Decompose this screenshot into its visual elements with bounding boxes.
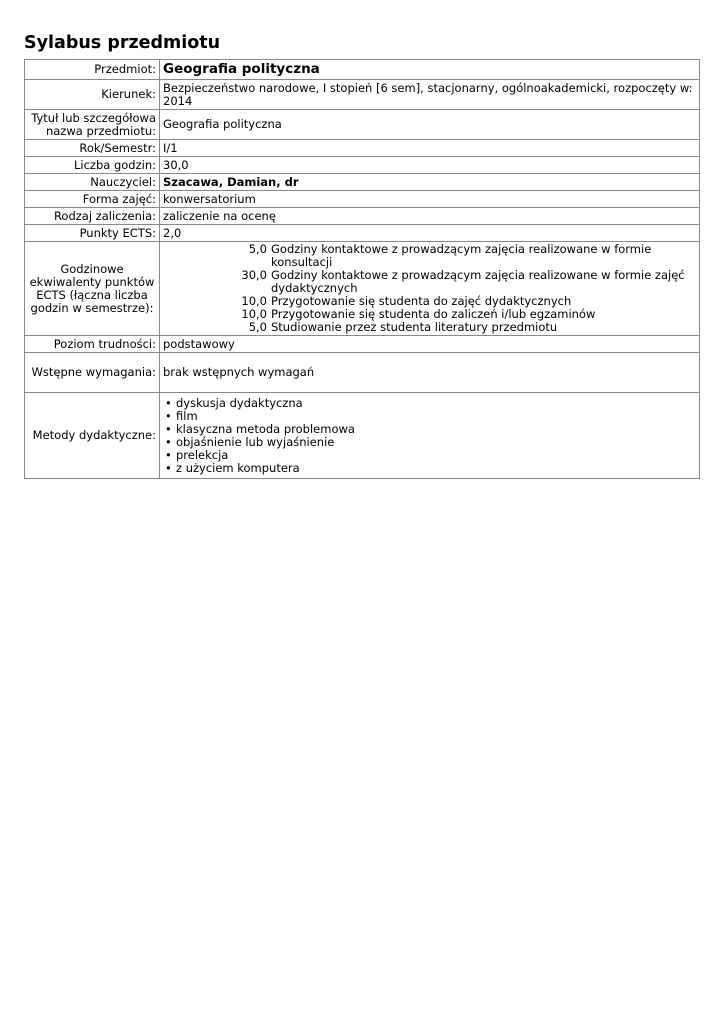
list-item: • prelekcja xyxy=(163,449,696,462)
value-tytul: Geografia polityczna xyxy=(160,110,700,140)
list-item: • klasyczna metoda problemowa xyxy=(163,423,696,436)
value-kierunek: Bezpieczeństwo narodowe, I stopień [6 sem], stacjonarny, ogólnoakademicki, rozpoczęty w: 2014 xyxy=(160,80,700,110)
value-ects: 2,0 xyxy=(160,225,700,242)
value-ekwiwalenty xyxy=(160,242,700,336)
row-godziny xyxy=(25,157,700,174)
ects-item-desc: Przygotowanie się studenta do zajęć dydaktycznych xyxy=(271,294,572,308)
row-forma xyxy=(25,191,700,208)
row-nauczyciel xyxy=(25,174,700,191)
ects-item-hours: 5,0 xyxy=(248,242,267,256)
ects-item-desc: Studiowanie przez studenta literatury przedmiotu xyxy=(271,320,558,334)
list-item: • z użyciem komputera xyxy=(163,462,696,475)
ects-item xyxy=(163,269,696,295)
list-item: • objaśnienie lub wyjaśnienie xyxy=(163,436,696,449)
label-forma: Forma zajęć: xyxy=(25,191,160,208)
ects-item-hours: 30,0 xyxy=(241,268,267,282)
value-nauczyciel: Szacawa, Damian, dr xyxy=(160,174,700,191)
value-wymagania: brak wstępnych wymagań xyxy=(160,353,700,393)
value-poziom: podstawowy xyxy=(160,336,700,353)
ects-item-desc: Godziny kontaktowe z prowadzącym zajęcia realizowane w formie zajęć dydaktycznych xyxy=(271,268,685,295)
row-tytul xyxy=(25,110,700,140)
methods-list xyxy=(163,397,696,475)
ects-item-desc: Przygotowanie się studenta do zaliczeń i/lub egzaminów xyxy=(271,307,596,321)
label-nauczyciel: Nauczyciel: xyxy=(25,174,160,191)
label-ekwiwalenty: Godzinowe ekwiwalenty punktów ECTS (łączna liczba godzin w semestrze): xyxy=(25,242,160,336)
value-godziny: 30,0 xyxy=(160,157,700,174)
label-kierunek: Kierunek: xyxy=(25,80,160,110)
ects-item-desc: Godziny kontaktowe z prowadzącym zajęcia realizowane w formie konsultacji xyxy=(271,242,652,269)
row-zaliczenie xyxy=(25,208,700,225)
row-metody xyxy=(25,393,700,479)
value-forma: konwersatorium xyxy=(160,191,700,208)
label-tytul: Tytuł lub szczegółowa nazwa przedmiotu: xyxy=(25,110,160,140)
value-zaliczenie: zaliczenie na ocenę xyxy=(160,208,700,225)
label-metody: Metody dydaktyczne: xyxy=(25,393,160,479)
list-item: • film xyxy=(163,410,696,423)
row-poziom xyxy=(25,336,700,353)
value-metody xyxy=(160,393,700,479)
label-poziom: Poziom trudności: xyxy=(25,336,160,353)
row-kierunek xyxy=(25,80,700,110)
label-godziny: Liczba godzin: xyxy=(25,157,160,174)
row-ekwiwalenty xyxy=(25,242,700,336)
ects-item-hours: 10,0 xyxy=(241,307,267,321)
syllabus-table xyxy=(24,59,700,479)
label-przedmiot: Przedmiot: xyxy=(25,60,160,80)
list-item: • dyskusja dydaktyczna xyxy=(163,397,696,410)
label-wymagania: Wstępne wymagania: xyxy=(25,353,160,393)
value-przedmiot: Geografia polityczna xyxy=(160,60,700,80)
value-rok: I/1 xyxy=(160,140,700,157)
ects-item xyxy=(163,321,696,334)
ects-item-hours: 10,0 xyxy=(241,294,267,308)
page-title: Sylabus przedmiotu xyxy=(24,33,221,53)
row-ects xyxy=(25,225,700,242)
row-przedmiot xyxy=(25,60,700,80)
ects-item-hours: 5,0 xyxy=(248,320,267,334)
label-zaliczenie: Rodzaj zaliczenia: xyxy=(25,208,160,225)
label-ects: Punkty ECTS: xyxy=(25,225,160,242)
row-wymagania xyxy=(25,353,700,393)
ects-item xyxy=(163,243,696,269)
row-rok xyxy=(25,140,700,157)
label-rok: Rok/Semestr: xyxy=(25,140,160,157)
